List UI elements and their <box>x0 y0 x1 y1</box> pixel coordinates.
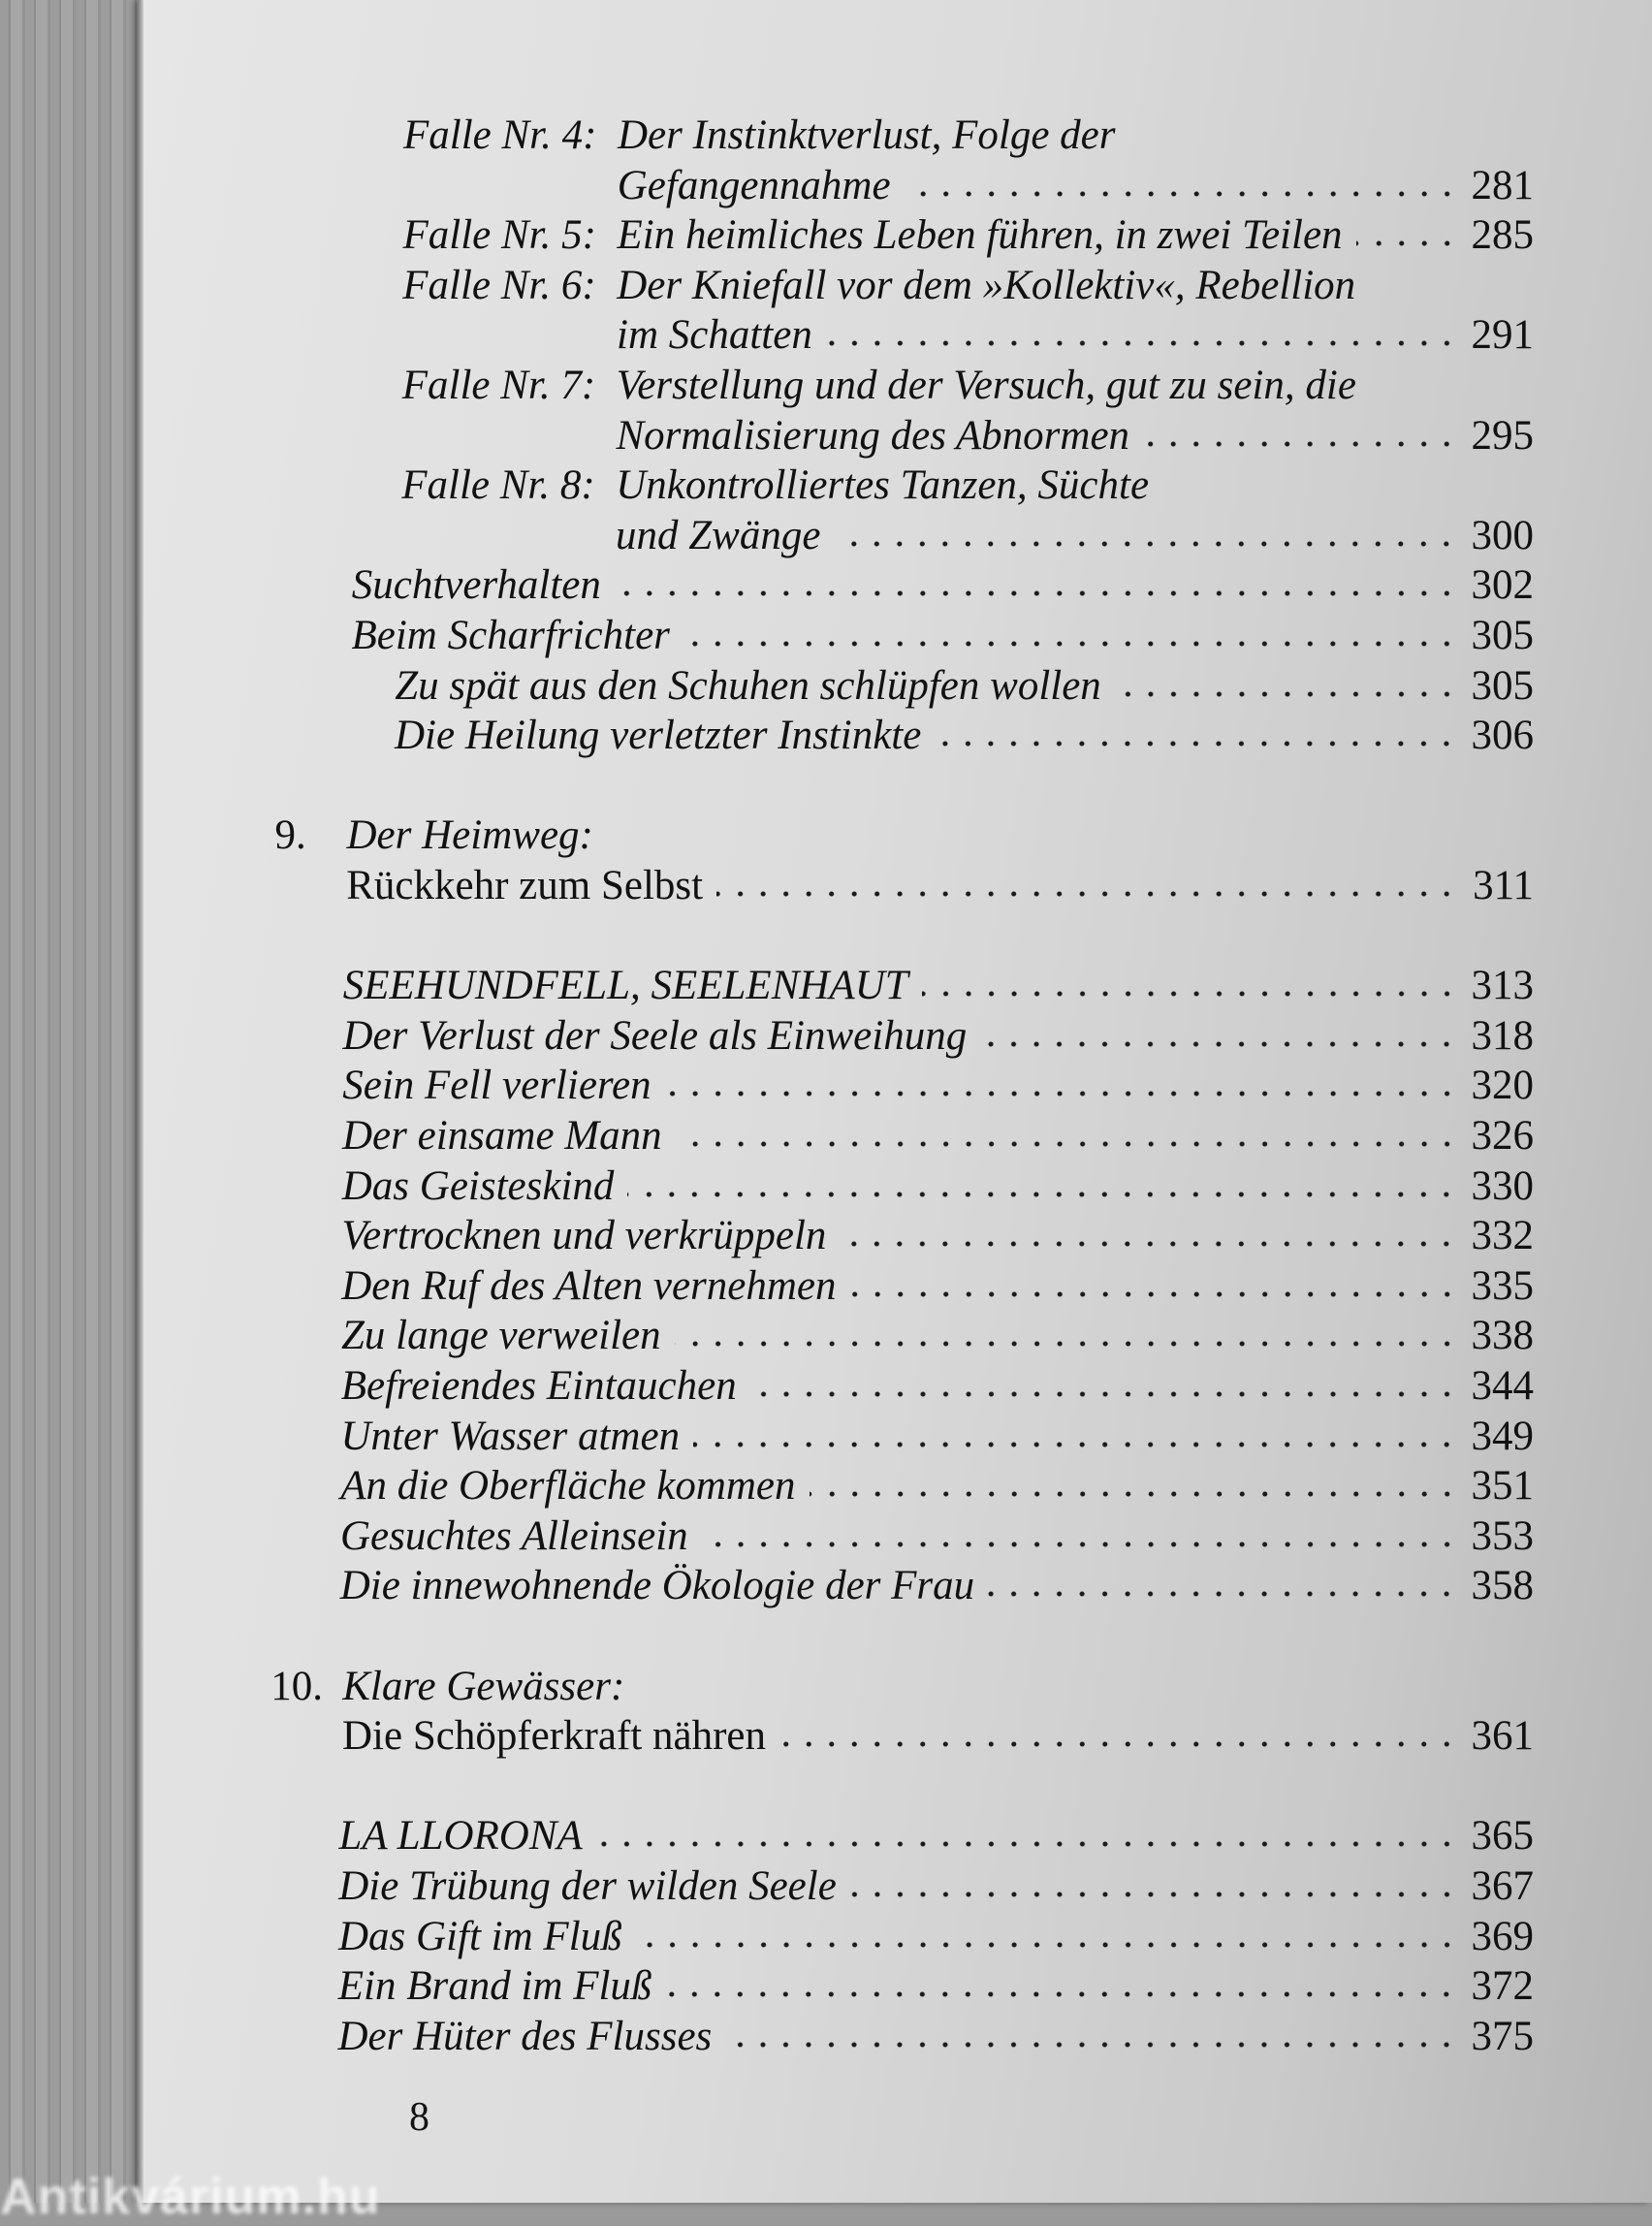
entry-title: Ein heimliches Leben führen, in zwei Teilen <box>617 212 1343 259</box>
entry-title: Die Heilung verletzter Instinkte <box>395 713 922 759</box>
dot-leader <box>693 1440 1458 1449</box>
dot-leader <box>683 639 1458 649</box>
toc-entry <box>341 1261 1534 1312</box>
toc-entry <box>617 310 1534 361</box>
case-prefix: Falle Nr. 7: <box>401 363 596 408</box>
entry-title: An die Oberfläche kommen <box>340 1463 796 1510</box>
entry-title: Das Gift im Fluß <box>338 1913 622 1959</box>
dot-leader <box>627 1190 1458 1199</box>
entry-title: Die Trübung der wilden Seele <box>338 1863 837 1909</box>
dot-leader <box>935 739 1458 748</box>
entry-title: Suchtverhalten <box>351 562 601 609</box>
dot-leader <box>716 889 1458 899</box>
watermark: Antikvárium.hu <box>0 2169 381 2225</box>
dot-leader <box>615 588 1458 598</box>
entry-page-number: 353 <box>1471 1512 1534 1559</box>
toc-entry <box>616 511 1534 561</box>
entry-title: Zu spät aus den Schuhen schlüpfen wollen <box>395 662 1101 709</box>
entry-page-number: 332 <box>1471 1213 1534 1259</box>
toc-entry <box>339 1811 1535 1861</box>
case-prefix: Falle Nr. 6: <box>402 262 596 308</box>
entry-page-number: 361 <box>1471 1713 1534 1760</box>
entry-page-number: 338 <box>1471 1313 1534 1359</box>
page-edge <box>138 0 143 2203</box>
entry-title: Der Instinktverlust, Folge der <box>618 112 1116 158</box>
entry-page-number: 335 <box>1471 1262 1534 1309</box>
toc-entry <box>401 461 1534 511</box>
dot-leader <box>840 1239 1458 1249</box>
dot-leader <box>779 1739 1458 1749</box>
entry-page-number: 344 <box>1471 1363 1534 1409</box>
entry-title: Gefangennahme <box>617 162 891 208</box>
entry-page-number: 285 <box>1471 212 1534 259</box>
entry-page-number: 305 <box>1471 662 1534 709</box>
entry-page-number: 349 <box>1471 1413 1534 1459</box>
entry-title: Die Schöpferkraft nähren <box>342 1713 766 1760</box>
entry-title: Der Hüter des Flusses <box>337 2013 713 2059</box>
toc-entry <box>340 1461 1534 1511</box>
toc-entry <box>338 1961 1534 2012</box>
dot-leader <box>905 189 1458 199</box>
dot-leader <box>980 1039 1458 1049</box>
entry-title: im Schatten <box>617 312 812 359</box>
dot-leader <box>834 539 1458 549</box>
entry-title: SEEHUNDFELL, SEELENHAUT <box>342 963 908 1009</box>
entry-title: Der Verlust der Seele als Einweihung <box>342 1012 968 1059</box>
dot-leader <box>702 1540 1458 1549</box>
entry-page-number: 326 <box>1471 1113 1534 1159</box>
entry-page-number: 372 <box>1471 1963 1534 2010</box>
dot-leader <box>826 338 1458 348</box>
toc-entry <box>338 1861 1534 1912</box>
toc-entry <box>403 111 1534 161</box>
case-prefix: Falle Nr. 4: <box>403 112 597 158</box>
entry-page-number: 320 <box>1471 1063 1534 1109</box>
entry-page-number: 311 <box>1473 863 1534 908</box>
toc-entry <box>618 161 1534 211</box>
toc-entry <box>395 661 1534 712</box>
entry-title: Unkontrolliertes Tanzen, Süchte <box>616 462 1150 509</box>
entry-page-number: 291 <box>1471 312 1534 359</box>
entry-title: Rückkehr zum Selbst <box>346 863 704 908</box>
entry-title: Den Ruf des Alten vernehmen <box>341 1262 837 1309</box>
entry-page-number: 281 <box>1471 162 1534 208</box>
dot-leader <box>636 1940 1458 1950</box>
entry-title: Ein Brand im Fluß <box>337 1963 652 2010</box>
case-prefix: Falle Nr. 5: <box>402 212 596 259</box>
entry-title: LA LLORONA <box>338 1813 583 1860</box>
entry-page-number: 306 <box>1471 713 1534 759</box>
toc-entry <box>341 1311 1534 1361</box>
entry-title: Der Heimweg: <box>346 812 593 859</box>
toc-entry <box>402 210 1535 261</box>
dot-leader <box>676 1139 1458 1149</box>
dot-leader <box>596 1839 1458 1849</box>
entry-title: Die innewohnende Ökologie der Frau <box>339 1563 975 1609</box>
toc-entry <box>343 961 1534 1011</box>
toc-entry <box>401 361 1534 411</box>
entry-page-number: 318 <box>1471 1012 1534 1059</box>
entry-title: Der Kniefall vor dem »Kollektiv«, Rebellion <box>617 262 1356 308</box>
entry-page-number: 375 <box>1471 2013 1534 2059</box>
toc-entry <box>346 861 1534 911</box>
entry-title: Verstellung und der Versuch, gut zu sein, die <box>616 363 1356 408</box>
toc-entry <box>352 560 1534 611</box>
wooden-background <box>0 0 145 2203</box>
toc-entry <box>270 1662 1534 1712</box>
toc-entry <box>338 1912 1534 1962</box>
dot-leader <box>810 1489 1458 1499</box>
entry-page-number: 367 <box>1471 1863 1534 1909</box>
entry-page-number: 300 <box>1471 512 1534 558</box>
dot-leader <box>1143 439 1458 449</box>
entry-title: Sein Fell verlieren <box>342 1063 651 1109</box>
toc-entry <box>340 1561 1534 1611</box>
entry-title: Klare Gewässer: <box>342 1663 625 1709</box>
dot-leader <box>850 1289 1458 1299</box>
dot-leader <box>850 1890 1458 1899</box>
page-number: 8 <box>409 2095 429 2140</box>
entry-title: Unter Wasser atmen <box>340 1413 681 1459</box>
toc-entry <box>341 1361 1534 1412</box>
toc-entry <box>342 1061 1534 1111</box>
toc-entry <box>341 1412 1535 1462</box>
toc-entry <box>274 811 1535 861</box>
chapter-number: 9. <box>274 812 306 859</box>
entry-title: Der einsame Mann <box>342 1113 662 1159</box>
dot-leader <box>1115 689 1458 699</box>
entry-page-number: 313 <box>1471 963 1534 1009</box>
dot-leader <box>922 989 1458 999</box>
entry-page-number: 365 <box>1471 1813 1534 1860</box>
entry-page-number: 302 <box>1471 562 1534 609</box>
entry-title: Normalisierung des Abnormen <box>616 412 1130 459</box>
entry-title: Gesuchtes Alleinsein <box>340 1512 688 1559</box>
entry-page-number: 351 <box>1471 1463 1534 1510</box>
dot-leader <box>675 1339 1458 1349</box>
toc-entry <box>352 611 1535 661</box>
dot-leader <box>988 1589 1458 1599</box>
book-page <box>138 0 1652 2203</box>
toc-entry <box>342 1211 1535 1261</box>
entry-page-number: 330 <box>1471 1162 1534 1209</box>
entry-title: Zu lange verweilen <box>341 1313 661 1359</box>
entry-title: Beim Scharfrichter <box>351 613 670 658</box>
entry-title: Vertrocknen und verkrüppeln <box>341 1213 827 1259</box>
toc-entry <box>342 1111 1534 1161</box>
dot-leader <box>665 1989 1458 1999</box>
entry-title: und Zwänge <box>616 512 821 558</box>
case-prefix: Falle Nr. 8: <box>401 462 595 509</box>
entry-page-number: 305 <box>1471 613 1534 658</box>
chapter-number: 10. <box>270 1663 323 1709</box>
toc-entry <box>343 1011 1535 1062</box>
entry-page-number: 369 <box>1471 1913 1534 1959</box>
toc-entry <box>340 1511 1534 1562</box>
dot-leader <box>750 1389 1458 1399</box>
entry-page-number: 295 <box>1471 412 1534 459</box>
dot-leader <box>665 1089 1458 1098</box>
toc-entry <box>395 711 1534 761</box>
dot-leader <box>725 2040 1458 2050</box>
dot-leader <box>1356 238 1458 248</box>
toc-entry <box>338 2012 1535 2062</box>
toc-entry <box>617 411 1535 461</box>
entry-title: Das Geisteskind <box>341 1162 615 1209</box>
toc-entry <box>342 1161 1534 1212</box>
entry-page-number: 358 <box>1471 1563 1534 1609</box>
toc-entry <box>402 261 1534 311</box>
toc-entry <box>342 1711 1534 1762</box>
entry-title: Befreiendes Eintauchen <box>340 1363 737 1409</box>
